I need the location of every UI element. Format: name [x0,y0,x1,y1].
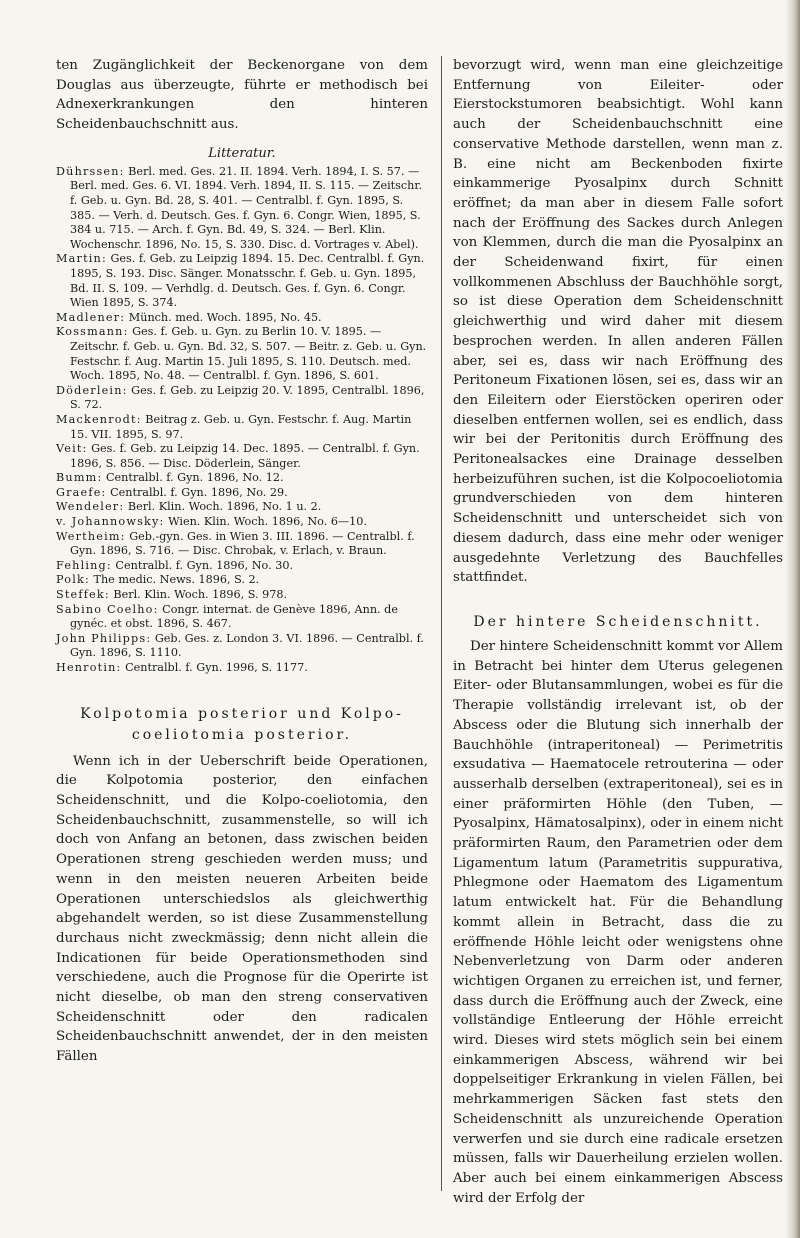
reference-text: Centralbl. f. Gyn. 1896, No. 12. [102,471,284,485]
reference-item [56,603,428,632]
reference-item [56,559,428,574]
left-column [56,56,428,1067]
reference-text: Centralbl. f. Gyn. 1896, No. 29. [106,485,288,499]
right-column [453,56,783,1208]
reference-author: Mackenrodt: [56,412,142,426]
reference-author: John Philipps: [56,631,152,645]
reference-text: Ges. f. Geb. u. Gyn. zu Berlin 10. V. 1895. — Zeitschr. f. Geb. u. Gyn. Bd. 32, S. 507. — Beitr. z. Geb. u. Gyn. Festschr. f. Aug. Martin 15. Juli 1895, S. 110. Deutsch. med. Woch. 1895, No. 48. — Centralbl. f. Gyn. 1896, S. 601. [70,325,427,383]
reference-text: Geb. Ges. z. London 3. VI. 1896. — Centralbl. f. Gyn. 1896, S. 1110. [70,631,424,660]
reference-item [56,165,428,253]
reference-text: Ges. f. Geb. zu Leipzig 1894. 15. Dec. Centralbl. f. Gyn. 1895, S. 193. Disc. Sänger. Monatsschr. f. Geb. u. Gyn. 1895, Bd. II. S. 109. — Verhdlg. d. Deutsch. Ges. f. Gyn. 6. Congr. Wien 1895, S. 374. [70,252,425,310]
section-paragraph: Wenn ich in der Ueberschrift beide Operationen, die Kolpotomia posterior, den einfachen Scheidenschnitt, und die Kolpo-coeliotomia, den Scheidenbauchschnitt, zusammenstelle, so will ich doch von Anfang an betonen, dass zwischen beiden Operationen streng geschieden werden muss; und wenn in den meisten neueren Arbeiten beide Operationen unterschiedslos als gleichwerthig abgehandelt werden, so ist diese Zusammenstellung durchaus nicht zweckmässig; denn nicht allein die Indicationen für beide Operationsmethoden sind verschiedene, auch die Prognose für die Operirte ist nicht dieselbe, ob man den streng conservativen Scheidenschnitt oder den radicalen Scheidenbauchschnitt anwendet, der in den meisten Fällen [56,753,428,1065]
reference-author: Polk: [56,573,90,587]
reference-item [56,325,428,383]
reference-author: Döderlein: [56,383,128,397]
reference-text: The medic. News. 1896, S. 2. [89,573,260,587]
reference-item [56,471,428,486]
reference-text: Centralbl. f. Gyn. 1996, S. 1177. [121,661,308,674]
reference-text: Centralbl. f. Gyn. 1896, No. 30. [111,558,294,572]
reference-author: Wertheim: [56,529,126,543]
reference-item [56,442,428,471]
reference-text: Münch. med. Woch. 1895, No. 45. [125,310,322,324]
reference-text: Ges. f. Geb. zu Leipzig 20. V. 1895, Centralbl. 1896, S. 72. [70,383,425,412]
reference-text: Ges. f. Geb. zu Leipzig 14. Dec. 1895. — Centralbl. f. Gyn. 1896, S. 856. — Disc. Döderlein, Sänger. [70,442,420,470]
reference-author: Martin: [56,252,107,266]
reference-item [56,530,428,559]
reference-item [56,384,428,413]
reference-text: Berl. med. Ges. 21. II. 1894. Verh. 1894, I. S. 57. — Berl. med. Ges. 6. VI. 1894. Verh. 1894, II. S. 115. — Zeitschr. f. Geb. u. Gyn. Bd. 28, S. 401. — Centralbl. f. Gyn. 1895, S. 385. — Verh. d. Deutsch. Ges. f. Gyn. 6. Congr. Wien, 1895, S. 384 u. 715. — Arch. f. Gyn. Bd. 49, S. 324. — Berl. Klin. Wochenschr. 1896, No. 15, S. 330. Disc. d. Vortrages v. Abel). [70,164,423,251]
reference-author: Dührssen: [56,164,125,178]
reference-item [56,486,428,501]
reference-author: Bumm: [56,471,103,485]
section-paragraph: Der hintere Scheidenschnitt kommt vor Allem in Betracht bei hinter dem Uterus gelegenen Eiter- oder Blutansammlungen, wobei es für die Therapie vollständig irrelevant ist, ob der Abscess oder die Blutung sich innerhalb der Bauchhöhle (intraperitoneal) — Perimetritis exsudativa — Haematocele retrouterina — oder ausserhalb derselben (extraperitoneal), sei es in einer präformirten Höhle (den Tuben, — Pyosalpinx, Hämatosalpinx), oder in einem nicht präformirten Raum, den Parametrien oder dem Ligamentum latum (Parametritis suppurativa, Phlegmone oder Haematom des Ligamentum latum entwickelt hat. Für die Behandlung kommt allein in Betracht, dass die zu eröffnende Höhle leicht oder wenigstens ohne Nebenverletzung von Darm oder anderen wichtigen Organen zu erreichen ist, und ferner, dass durch die Eröffnung auch der Zweck, eine vollständige Entleerung der Höhle erreicht wird. Dieses wird stets möglich sein bei einem einkammerigen Abscess, während wir bei doppelseitiger Erkrankung in vielen Fällen, bei mehrkammerigen Säcken fast stets den Scheidenschnitt als unzureichende Operation verwerfen und sie durch eine radicale ersetzen müssen, falls wir Dauerheilung erzielen wollen. Aber auch bei einem einkammerigen Abscess wird der Erfolg der [453,638,783,1206]
reference-text: Geb.-gyn. Ges. in Wien 3. III. 1896. — Centralbl. f. Gyn. 1896, S. 716. — Disc. Chrobak, v. Erlach, v. Braun. [70,529,415,558]
reference-author: Madlener: [56,310,126,324]
reference-author: Graefe: [56,485,107,499]
section-title-hintere-scheidenschnitt: Der hintere Scheidenschnitt. [473,613,763,630]
reference-item [56,413,428,442]
reference-text: Congr. internat. de Genève 1896, Ann. de gynéc. et obst. 1896, S. 467. [70,602,398,631]
reference-list [56,165,428,676]
reference-author: Kossmann: [56,325,129,339]
reference-author: Henrotin: [56,661,122,674]
reference-text: Beitrag z. Geb. u. Gyn. Festschr. f. Aug. Martin 15. VII. 1895, S. 97. [70,412,412,441]
column-divider [441,56,442,1191]
reference-item [56,252,428,310]
reference-author: Fehling: [56,558,112,572]
reference-author: Wendeler: [56,500,125,514]
reference-item [56,311,428,326]
reference-author: Veit: [56,442,88,456]
section-title-kolpotomia: Kolpotomia posterior und Kolpo-coeliotomia posterior. [80,705,404,743]
reference-author: Steffek: [56,588,110,602]
reference-author: v. Johannowsky: [56,515,165,529]
reference-item [56,573,428,588]
continued-paragraph: bevorzugt wird, wenn man eine gleichzeitige Entfernung von Eileiter- oder Eierstockstumoren beabsichtigt. Wohl kann auch der Scheidenbauchschnitt eine conservative Methode darstellen, wenn man z. B. eine nicht am Beckenboden fixirte einkammerige Pyosalpinx durch Schnitt eröffnet; da man aber in diesem Falle sofort nach der Eröffnung des Sackes durch Anlegen von Klemmen, durch die man die Pyosalpinx an der Scheidenwand fixirt, für einen vollkommenen Abschluss der Bauchhöhle sorgt, so ist diese Operation dem Scheidenschnitt gleichwerthig und wird daher mit diesem besprochen werden. In allen anderen Fällen aber, sei es, dass wir nach Eröffnung des Peritoneum Fixationen lösen, sei es, dass wir an den Eileitern oder Eierstöcken operiren oder dieselben entfernen wollen, sei es endlich, dass wir bei der Peritonitis durch Eröffnung des Peritonealsackes eine Drainage desselben herbeizuführen suchen, ist die Kolpocoeliotomia grundverschieden von dem hinteren Scheidenschnitt und unterscheidet sich von diesem dadurch, dass eine mehr oder weniger ausgedehnte Verletzung des Bauchfelles stattfindet. [453,58,783,586]
reference-item [56,500,428,515]
reference-text: Berl. Klin. Woch. 1896, No. 1 u. 2. [124,500,322,514]
reference-item [56,515,428,530]
reference-item [56,588,428,603]
reference-item [56,661,428,676]
reference-item [56,632,428,661]
reference-text: Wien. Klin. Woch. 1896, No. 6—10. [164,515,367,529]
literature-heading: Litteratur. [208,145,276,161]
reference-author: Sabino Coelho: [56,602,159,616]
intro-paragraph: ten Zugänglichkeit der Beckenorgane von dem Douglas aus überzeugte, führte er methodisch bei Adnexerkrankungen den hinteren Scheidenbauchschnitt aus. [56,58,428,133]
page-edge-shadow [786,0,800,1238]
reference-text: Berl. Klin. Woch. 1896, S. 978. [109,588,288,602]
